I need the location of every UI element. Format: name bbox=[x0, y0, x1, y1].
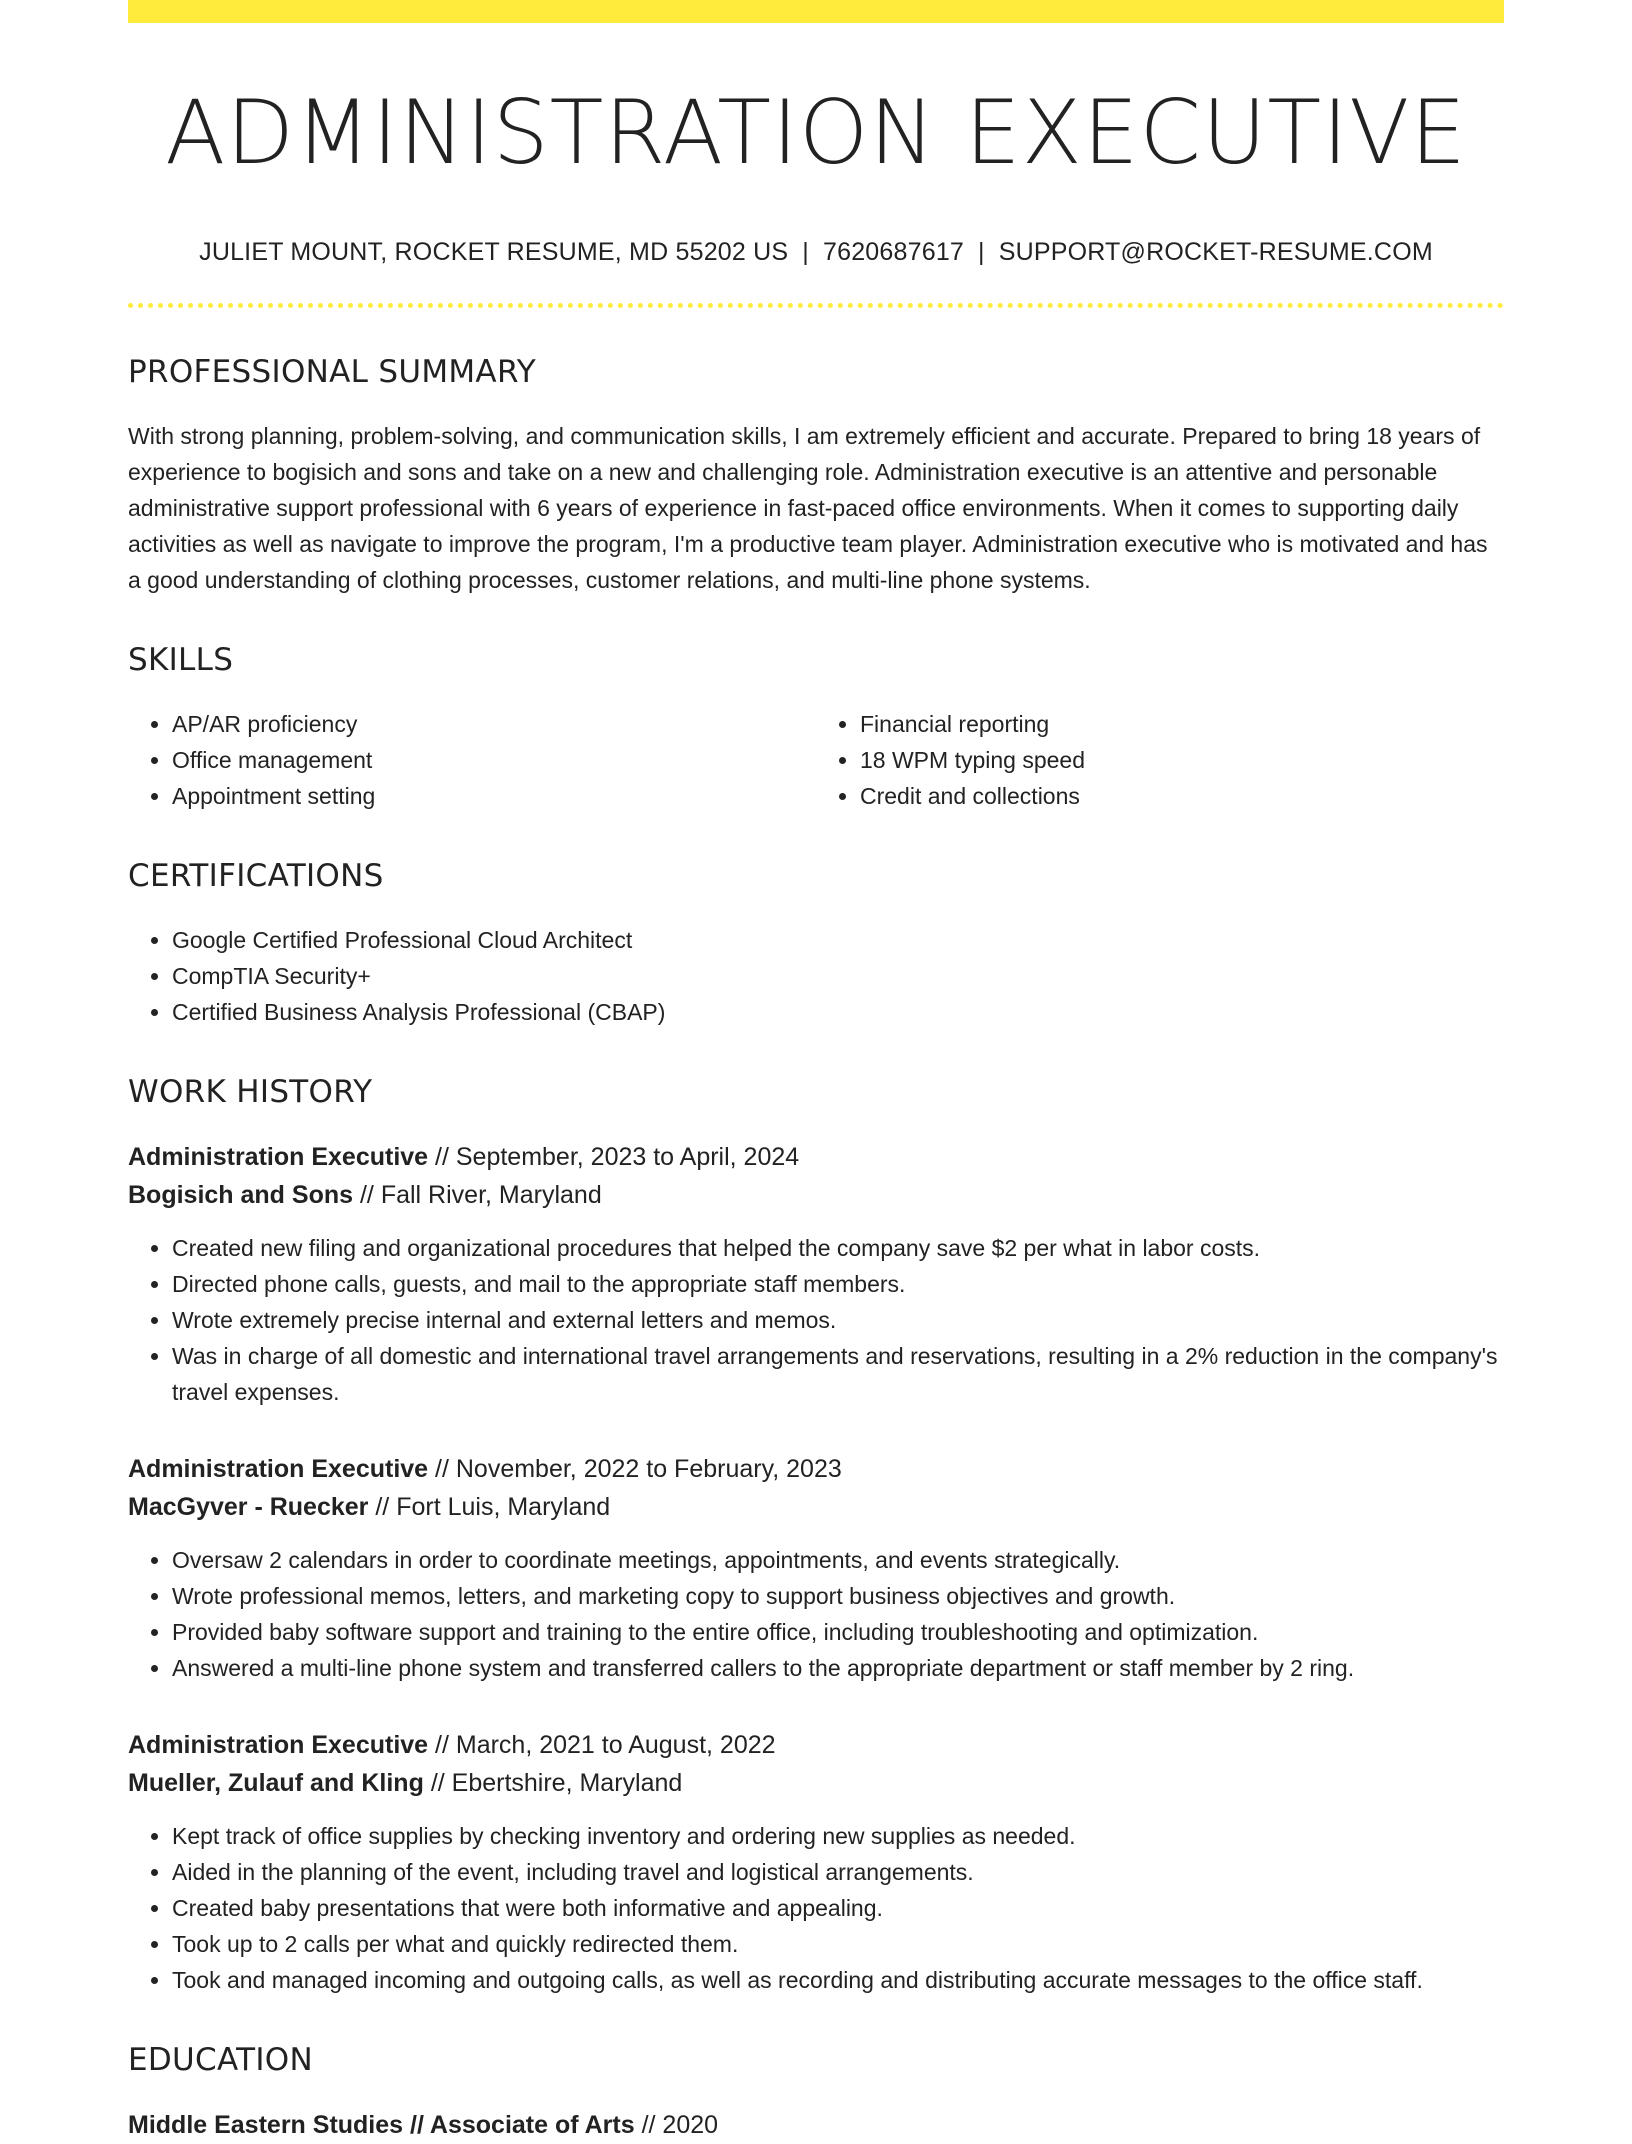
job-bullet: • Created new filing and organizational procedures that helped the company save $2 per what in labor costs. bbox=[172, 1230, 1504, 1266]
job-dates: // November, 2022 to February, 2023 bbox=[435, 1454, 842, 1483]
job-title: Administration Executive bbox=[128, 1142, 429, 1171]
dotted-divider bbox=[128, 303, 1504, 308]
job-bullet: • Directed phone calls, guests, and mail to the appropriate staff members. bbox=[172, 1266, 1504, 1302]
job-bullet: • Provided baby software support and training to the entire office, including troubleshooting and optimization. bbox=[172, 1614, 1504, 1650]
job-entry bbox=[128, 1450, 1504, 1686]
job-title: Administration Executive bbox=[128, 1454, 429, 1483]
work-history-section bbox=[128, 1074, 1504, 1998]
certification-item: • CompTIA Security+ bbox=[172, 958, 1504, 994]
skill-item: • Financial reporting bbox=[860, 706, 1504, 742]
job-dates: // September, 2023 to April, 2024 bbox=[435, 1142, 800, 1171]
job-bullet: • Oversaw 2 calendars in order to coordinate meetings, appointments, and events strategically. bbox=[172, 1542, 1504, 1578]
education-line bbox=[128, 2106, 1504, 2144]
job-company: Mueller, Zulauf and Kling bbox=[128, 1768, 424, 1797]
certifications-heading: CERTIFICATIONS bbox=[128, 857, 384, 894]
contact-phone: 7620687617 bbox=[822, 237, 965, 266]
job-title: Administration Executive bbox=[128, 1730, 429, 1759]
education-section bbox=[128, 2042, 1504, 2144]
skill-item: • Office management bbox=[172, 742, 816, 778]
summary-heading: PROFESSIONAL SUMMARY bbox=[128, 353, 537, 390]
education-heading: EDUCATION bbox=[128, 2041, 313, 2078]
contact-line bbox=[128, 238, 1504, 267]
contact-email: SUPPORT@ROCKET-RESUME.COM bbox=[998, 237, 1433, 266]
job-location: // Ebertshire, Maryland bbox=[430, 1768, 683, 1797]
summary-section bbox=[128, 354, 1504, 598]
certification-item: • Google Certified Professional Cloud Architect bbox=[172, 922, 1504, 958]
job-company: Bogisich and Sons bbox=[128, 1180, 354, 1209]
job-bullet: • Created baby presentations that were both informative and appealing. bbox=[172, 1890, 1504, 1926]
skills-list-right bbox=[816, 706, 1504, 814]
education-school: Middle Eastern Studies bbox=[128, 2110, 404, 2139]
contact-address: JULIET MOUNT, ROCKET RESUME, MD 55202 US bbox=[199, 237, 789, 266]
skills-section bbox=[128, 642, 1504, 814]
job-company: MacGyver - Ruecker bbox=[128, 1492, 369, 1521]
job-bullet: • Was in charge of all domestic and international travel arrangements and reservations, resulting in a 2% reduction in the company's travel expenses. bbox=[172, 1338, 1504, 1410]
skills-heading: SKILLS bbox=[128, 641, 234, 678]
resume-title: ADMINISTRATION EXECUTIVE bbox=[165, 81, 1467, 184]
job-entry bbox=[128, 1138, 1504, 1410]
education-degree: // Associate of Arts bbox=[410, 2110, 635, 2139]
job-bullet: • Took and managed incoming and outgoing calls, as well as recording and distributing accurate messages to the office staff. bbox=[172, 1962, 1504, 1998]
skill-item: • AP/AR proficiency bbox=[172, 706, 816, 742]
job-bullets bbox=[128, 1542, 1504, 1686]
skill-item: • Appointment setting bbox=[172, 778, 816, 814]
job-entry bbox=[128, 1726, 1504, 1998]
job-location: // Fall River, Maryland bbox=[359, 1180, 602, 1209]
education-year: // 2020 bbox=[641, 2110, 719, 2139]
job-bullet: • Wrote extremely precise internal and external letters and memos. bbox=[172, 1302, 1504, 1338]
certifications-list bbox=[128, 922, 1504, 1030]
contact-separator: | bbox=[978, 237, 985, 266]
job-bullet: • Kept track of office supplies by checking inventory and ordering new supplies as needed. bbox=[172, 1818, 1504, 1854]
job-bullets bbox=[128, 1818, 1504, 1998]
skills-grid bbox=[128, 706, 1504, 814]
resume-page bbox=[128, 0, 1504, 2144]
job-bullet: • Answered a multi-line phone system and transferred callers to the appropriate department or staff member by 2 ring. bbox=[172, 1650, 1504, 1686]
job-bullet: • Took up to 2 calls per what and quickly redirected them. bbox=[172, 1926, 1504, 1962]
job-title-line bbox=[128, 1450, 1504, 1488]
skills-list-left bbox=[128, 706, 816, 814]
job-company-line bbox=[128, 1488, 1504, 1526]
work-history-heading: WORK HISTORY bbox=[128, 1073, 373, 1110]
job-title-line bbox=[128, 1138, 1504, 1176]
job-bullet: • Aided in the planning of the event, including travel and logistical arrangements. bbox=[172, 1854, 1504, 1890]
skill-item: • Credit and collections bbox=[860, 778, 1504, 814]
job-company-line bbox=[128, 1764, 1504, 1802]
job-dates: // March, 2021 to August, 2022 bbox=[435, 1730, 776, 1759]
skill-item: • 18 WPM typing speed bbox=[860, 742, 1504, 778]
job-location: // Fort Luis, Maryland bbox=[375, 1492, 611, 1521]
accent-top-bar bbox=[128, 0, 1504, 23]
certification-item: • Certified Business Analysis Professional (CBAP) bbox=[172, 994, 1504, 1030]
job-company-line bbox=[128, 1176, 1504, 1214]
education-entry bbox=[128, 2106, 1504, 2144]
contact-separator: | bbox=[802, 237, 809, 266]
job-title-line bbox=[128, 1726, 1504, 1764]
certifications-section bbox=[128, 858, 1504, 1030]
job-bullets bbox=[128, 1230, 1504, 1410]
summary-text: With strong planning, problem-solving, and communication skills, I am extremely efficient and accurate. Prepared to bring 18 years of experience to bogisich and sons and take on a new and challenging role. Administration executive is an attentive and personable administrative support professional with 6 years of experience in fast-paced office environments. When it comes to supporting daily activities as well as navigate to improve the program, I'm a productive team player. Administration executive who is motivated and has a good understanding of clothing processes, customer relations, and multi-line phone systems. bbox=[128, 422, 1488, 593]
job-bullet: • Wrote professional memos, letters, and marketing copy to support business objectives and growth. bbox=[172, 1578, 1504, 1614]
